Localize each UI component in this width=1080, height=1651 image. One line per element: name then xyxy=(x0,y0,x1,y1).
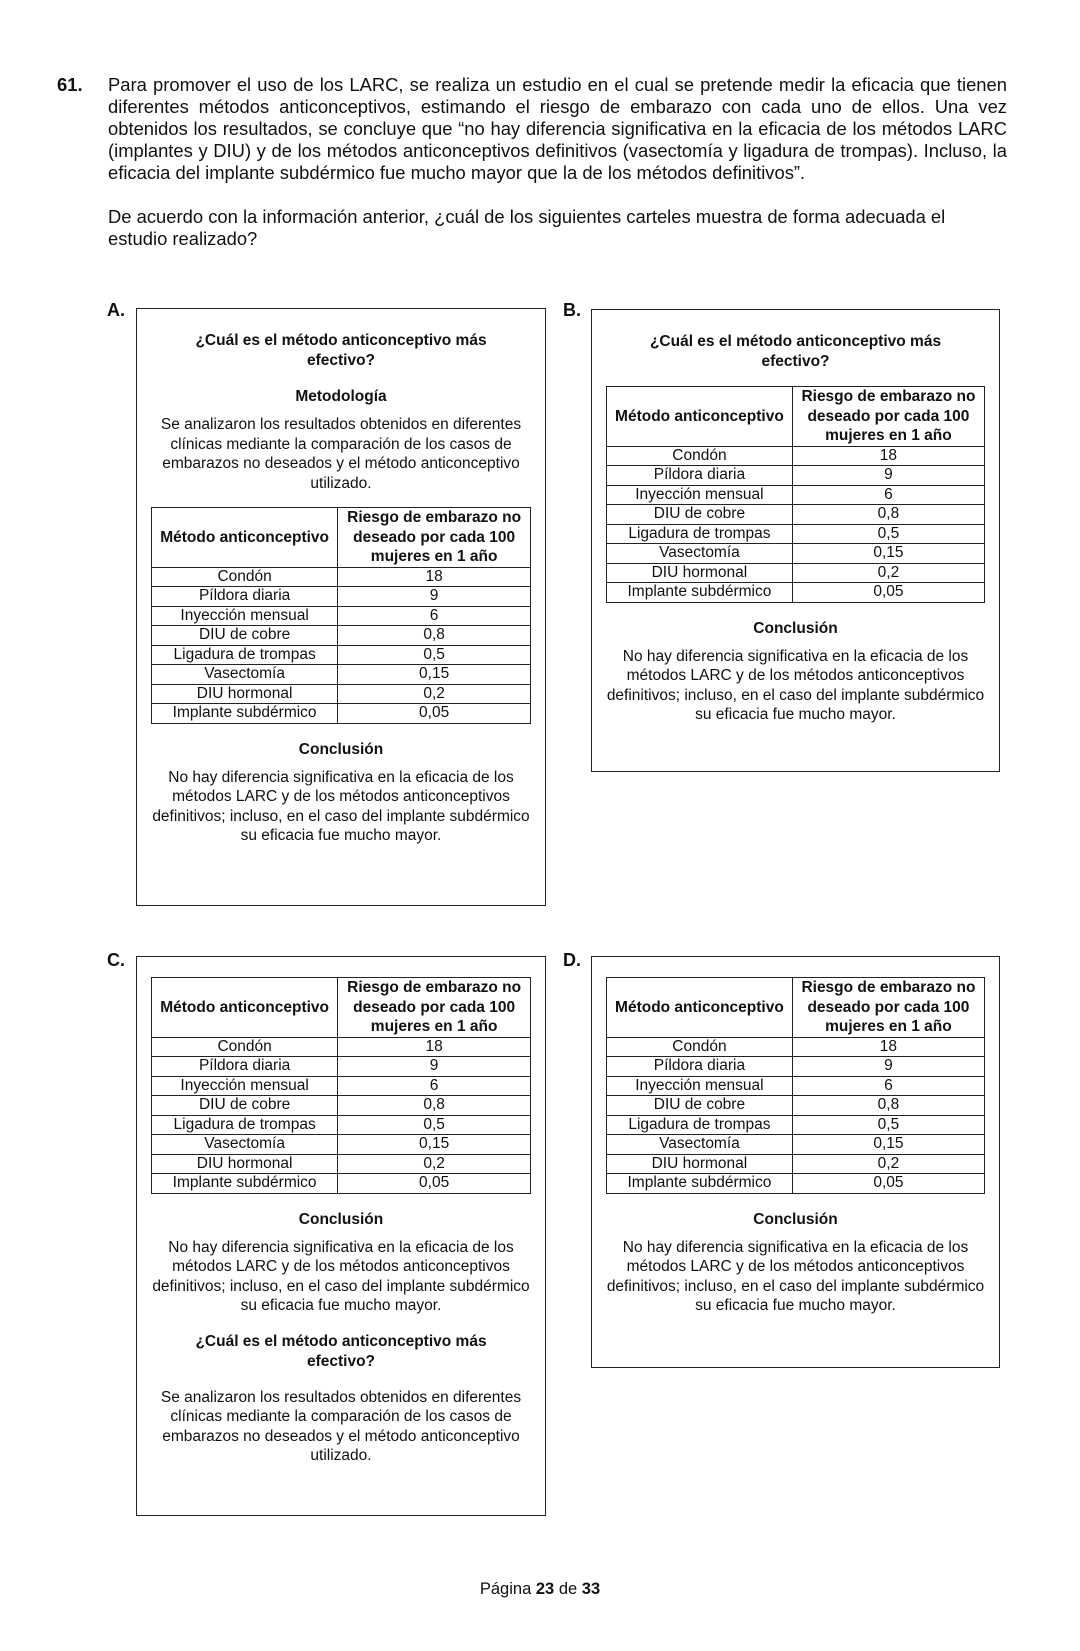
method-cell: Inyección mensual xyxy=(152,606,338,626)
risk-value-cell: 0,15 xyxy=(338,1135,531,1155)
risk-value-cell: 0,8 xyxy=(792,1096,984,1116)
risk-value-cell: 0,2 xyxy=(792,563,984,583)
method-cell: Condón xyxy=(152,567,338,587)
table-row xyxy=(607,563,985,583)
table-row xyxy=(607,1135,985,1155)
conclusion-text: No hay diferencia significativa en la eficacia de los métodos LARC y de los métodos anticonceptivos definitivos; incluso, en el caso del implante subdérmico su eficacia fue mucho mayor. xyxy=(152,1238,530,1314)
risk-value-cell: 6 xyxy=(792,1076,984,1096)
table-row xyxy=(152,626,531,646)
risk-value-cell: 0,5 xyxy=(792,1115,984,1135)
risk-value-cell: 6 xyxy=(338,606,531,626)
method-cell: Implante subdérmico xyxy=(152,704,338,724)
table-row xyxy=(152,684,531,704)
option-c-label[interactable]: C. xyxy=(107,950,125,970)
table-row xyxy=(607,1037,985,1057)
method-cell: Implante subdérmico xyxy=(152,1174,338,1194)
method-cell: DIU de cobre xyxy=(152,1096,338,1116)
conclusion-text: No hay diferencia significativa en la eficacia de los métodos LARC y de los métodos anticonceptivos definitivos; incluso, en el caso del implante subdérmico su eficacia fue mucho mayor. xyxy=(152,768,530,844)
poster-title: ¿Cuál es el método anticonceptivo más efectivo? xyxy=(195,332,487,369)
table-row xyxy=(152,1057,531,1077)
risk-value-cell: 0,2 xyxy=(338,1154,531,1174)
table-row xyxy=(607,1115,985,1135)
column-header: Método anticonceptivo xyxy=(607,978,793,1038)
risk-value-cell: 0,05 xyxy=(338,1174,531,1194)
page-total: 33 xyxy=(581,1580,601,1598)
method-cell: Píldora diaria xyxy=(607,1057,793,1077)
table-header-row xyxy=(152,978,531,1038)
method-cell: Ligadura de trompas xyxy=(607,524,793,544)
page-footer xyxy=(0,1580,1080,1599)
column-header: Riesgo de embarazo no deseado por cada 100 mujeres en 1 año xyxy=(338,978,531,1038)
table-row xyxy=(152,1076,531,1096)
risk-value-cell: 9 xyxy=(338,1057,531,1077)
method-cell: DIU hormonal xyxy=(607,563,793,583)
risk-value-cell: 0,5 xyxy=(338,1115,531,1135)
methodology-text: Se analizaron los resultados obtenidos en diferentes clínicas mediante la comparación de los casos de embarazos no deseados y el método anticonceptivo utilizado. xyxy=(160,1388,522,1464)
risk-value-cell: 0,5 xyxy=(338,645,531,665)
method-cell: Implante subdérmico xyxy=(607,583,793,603)
risk-value-cell: 0,2 xyxy=(792,1154,984,1174)
risk-value-cell: 0,8 xyxy=(792,505,984,525)
table-row xyxy=(152,704,531,724)
table-row xyxy=(152,1096,531,1116)
method-cell: Vasectomía xyxy=(607,1135,793,1155)
method-cell: Píldora diaria xyxy=(607,466,793,486)
risk-table xyxy=(151,507,531,724)
conclusion-text: No hay diferencia significativa en la eficacia de los métodos LARC y de los métodos anticonceptivos definitivos; incluso, en el caso del implante subdérmico su eficacia fue mucho mayor. xyxy=(606,1238,985,1314)
method-cell: Ligadura de trompas xyxy=(152,1115,338,1135)
table-row xyxy=(607,524,985,544)
option-b-poster[interactable] xyxy=(591,309,1000,772)
column-header: Riesgo de embarazo no deseado por cada 100 mujeres en 1 año xyxy=(792,978,984,1038)
table-row xyxy=(607,1154,985,1174)
column-header: Riesgo de embarazo no deseado por cada 100 mujeres en 1 año xyxy=(792,387,984,447)
conclusion-heading: Conclusión xyxy=(753,1210,838,1228)
method-cell: DIU hormonal xyxy=(607,1154,793,1174)
table-row xyxy=(607,583,985,603)
method-cell: Condón xyxy=(607,1037,793,1057)
table-row xyxy=(152,1135,531,1155)
column-header: Método anticonceptivo xyxy=(152,978,338,1038)
risk-value-cell: 0,15 xyxy=(792,1135,984,1155)
column-header: Método anticonceptivo xyxy=(607,387,793,447)
method-cell: DIU hormonal xyxy=(152,684,338,704)
conclusion-heading: Conclusión xyxy=(298,1210,384,1228)
table-row xyxy=(607,485,985,505)
table-row xyxy=(607,466,985,486)
conclusion-heading: Conclusión xyxy=(298,740,384,758)
method-cell: Píldora diaria xyxy=(152,1057,338,1077)
method-cell: DIU hormonal xyxy=(152,1154,338,1174)
method-cell: Vasectomía xyxy=(607,544,793,564)
table-header-row xyxy=(607,978,985,1038)
column-header: Riesgo de embarazo no deseado por cada 100 mujeres en 1 año xyxy=(338,508,531,568)
risk-value-cell: 18 xyxy=(792,446,984,466)
method-cell: Inyección mensual xyxy=(152,1076,338,1096)
table-row xyxy=(152,645,531,665)
method-cell: DIU de cobre xyxy=(607,1096,793,1116)
table-row xyxy=(152,567,531,587)
option-b-label[interactable]: B. xyxy=(563,300,581,320)
page-number: 23 xyxy=(535,1580,555,1598)
page-of: de xyxy=(558,1580,578,1598)
risk-table xyxy=(606,977,985,1194)
table-row xyxy=(607,544,985,564)
risk-value-cell: 0,5 xyxy=(792,524,984,544)
table-row xyxy=(152,1115,531,1135)
question-prompt: De acuerdo con la información anterior, ¿cuál de los siguientes carteles muestra de forma adecuada el estudio realizado? xyxy=(108,206,946,249)
method-cell: Píldora diaria xyxy=(152,587,338,607)
question-number: 61. xyxy=(57,74,83,95)
conclusion-heading: Conclusión xyxy=(753,619,838,637)
table-row xyxy=(152,606,531,626)
method-cell: Condón xyxy=(607,446,793,466)
poster-title: ¿Cuál es el método anticonceptivo más efectivo? xyxy=(649,333,942,370)
table-row xyxy=(607,505,985,525)
risk-value-cell: 0,05 xyxy=(792,1174,984,1194)
table-row xyxy=(152,665,531,685)
risk-value-cell: 0,8 xyxy=(338,626,531,646)
method-cell: Inyección mensual xyxy=(607,1076,793,1096)
table-header-row xyxy=(152,508,531,568)
column-header: Método anticonceptivo xyxy=(152,508,338,568)
method-cell: Condón xyxy=(152,1037,338,1057)
methodology-heading: Metodología xyxy=(295,388,387,405)
table-row xyxy=(152,1037,531,1057)
risk-value-cell: 18 xyxy=(338,1037,531,1057)
page-prefix: Página xyxy=(479,1580,532,1598)
risk-value-cell: 0,15 xyxy=(338,665,531,685)
option-d-poster[interactable] xyxy=(591,956,1000,1368)
poster-title: ¿Cuál es el método anticonceptivo más efectivo? xyxy=(195,1332,487,1370)
table-header-row xyxy=(607,387,985,447)
method-cell: Vasectomía xyxy=(152,1135,338,1155)
risk-value-cell: 9 xyxy=(792,1057,984,1077)
table-row xyxy=(152,587,531,607)
table-row xyxy=(607,1057,985,1077)
method-cell: Vasectomía xyxy=(152,665,338,685)
option-d-label[interactable]: D. xyxy=(563,950,581,970)
table-row xyxy=(607,1076,985,1096)
method-cell: DIU de cobre xyxy=(152,626,338,646)
method-cell: Implante subdérmico xyxy=(607,1174,793,1194)
risk-value-cell: 9 xyxy=(338,587,531,607)
risk-value-cell: 0,05 xyxy=(338,704,531,724)
option-a-label[interactable]: A. xyxy=(107,300,125,320)
risk-value-cell: 18 xyxy=(792,1037,984,1057)
risk-value-cell: 18 xyxy=(338,567,531,587)
option-c-poster[interactable] xyxy=(136,956,546,1516)
table-row xyxy=(152,1174,531,1194)
conclusion-text: No hay diferencia significativa en la eficacia de los métodos LARC y de los métodos anticonceptivos definitivos; incluso, en el caso del implante subdérmico su eficacia fue mucho mayor. xyxy=(606,647,985,723)
table-row xyxy=(152,1154,531,1174)
risk-value-cell: 0,2 xyxy=(338,684,531,704)
table-row xyxy=(607,1096,985,1116)
risk-value-cell: 0,05 xyxy=(792,583,984,603)
method-cell: Ligadura de trompas xyxy=(152,645,338,665)
method-cell: Inyección mensual xyxy=(607,485,793,505)
risk-value-cell: 6 xyxy=(792,485,984,505)
methodology-text: Se analizaron los resultados obtenidos en diferentes clínicas mediante la comparación de los casos de embarazos no deseados y el método anticonceptivo utilizado. xyxy=(160,416,522,492)
risk-value-cell: 9 xyxy=(792,466,984,486)
risk-value-cell: 0,15 xyxy=(792,544,984,564)
risk-table xyxy=(151,977,531,1194)
method-cell: DIU de cobre xyxy=(607,505,793,525)
method-cell: Ligadura de trompas xyxy=(607,1115,793,1135)
question-61 xyxy=(57,74,1007,250)
risk-table xyxy=(606,386,985,603)
table-row xyxy=(607,1174,985,1194)
table-row xyxy=(607,446,985,466)
option-a-poster[interactable] xyxy=(136,308,546,906)
risk-value-cell: 6 xyxy=(338,1076,531,1096)
question-body: Para promover el uso de los LARC, se realiza un estudio en el cual se pretende medir la eficacia que tienen diferentes métodos anticonceptivos, estimando el riesgo de embarazo con cada uno de ellos. Una vez obtenidos los resultados, se concluye que “no hay diferencia significativa en la eficacia de los métodos LARC (implantes y DIU) y de los métodos anticonceptivos definitivos (vasectomía y ligadura de trompas). Incluso, la eficacia del implante subdérmico fue mucho mayor que la de los métodos definitivos”. xyxy=(108,74,1007,183)
risk-value-cell: 0,8 xyxy=(338,1096,531,1116)
